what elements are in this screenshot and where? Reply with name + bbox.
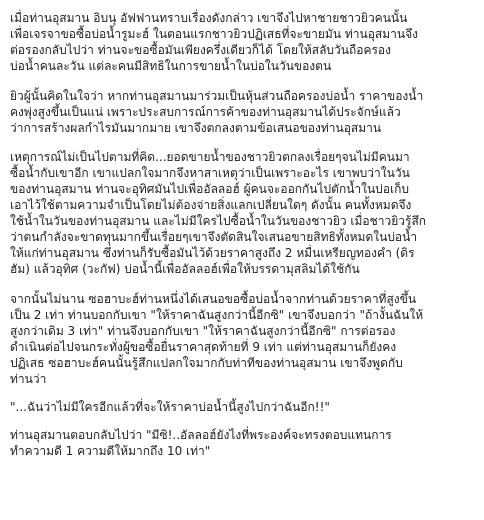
paragraph-2: ยิวผู้นั้นคิดในใจว่า หากท่านอุสมานมาร่วมเป็นหุ้นส่วนถือครองบ่อน้ำ ราคาของน้ำ คงพุ่งสูงขึ้นเป็นแน่ เพราะประสบการณ์การค้าของท่านอุสมานได้ประจักษ์แล้ว ว่าการสร้างผลกำไรมันมากมาย เขาจึงตกลงตามข้อเสนอของท่านอุสมาน <box>10 89 424 135</box>
paragraph-4: จากนั้นไม่นาน ซอฮาบะฮ์ท่านหนึ่งได้เสนอขอซื้อบ่อน้ำจากท่านด้วยราคาที่สูงขึ้น เป็น 2 เท่า ท่านบอกกับเขา "ให้ราคาฉันสูงกว่านี้อีกซิ" เขาจึงบอกว่า "ถ้างั้นฉันให้ สูงกว่าเดิม 3 เท่า" ท่านจึงบอกกับเขา "ให้ราคาฉันสูงกว่านี้อีกซิ" การต่อรอง ดำเนินต่อไปจนกระทั่งผู้ขอซื้อยื่นราคาสุดท้ายที่ 9 เท่า แต่ท่านอุสมานก็ยังคง ปฏิเสธ ซอฮาบะฮ์คนนั้นรู้สึกแปลกใจมากกับท่าทีของท่านอุสมาน เขาจึงพูดกับ ท่านว่า <box>10 292 424 386</box>
paragraph-6: ท่านอุสมานตอบกลับไปว่า "มีซิ!..อัลลอฮ์ยังไงที่พระองค์จะทรงตอบแทนการ ทำความดี 1 ความดีให้มากถึง 10 เท่า" <box>10 428 392 458</box>
paragraph-3: เหตุการณ์ไม่เป็นไปตามที่คิด...ยอดขายน้ำของชาวยิวตกลงเรื่อยๆจนไม่มีคนมา ซื้อน้ำกับเขาอีก เขาแปลกใจมากจึงหาสาเหตุว่าเป็นเพราะอะไร เขาพบว่าในวัน ของท่านอุสมาน ท่านจะอุทิศมันไปเพื่ออัลลอฮ์ ผู้คนจะออกกันไปตักน้ำในบ่อเก็บ เอาไว้ใช้ตามความจำเป็นโดยไม่ต้องจ่ายสิ่งแลกเปลี่ยนใดๆ ดังนั้น คนทั้งหมดจึง ใช้น้ำในวันของท่านอุสมาน และไม่มีใครไปซื้อน้ำในวันของชาวยิว เมื่อชาวยิวรู้สึก ว่าตนกำลังจะขาดทุนมากขึ้นเรื่อยๆเขาจึงตัดสินใจเสนอขายสิทธิทั้งหมดในบ่อน้ำ ให้แก่ท่านอุสมาน ซึ่งท่านก็รับซื้อมันไว้ด้วยราคาสูงถึง 2 หมื่นเหรียญทองคำ (ดิร ฮัม) แล้วอุทิศ (วะกัฟ) บ่อน้ำนี้เพื่ออัลลอฮ์เพื่อให้บรรดามุสลิมได้ใช้กัน <box>10 150 427 276</box>
paragraph-1: เมื่อท่านอุสมาน อิบนุ อัฟฟานทราบเรื่องดังกล่าว เขาจึงไปหาชายชาวยิวคนนั้น เพื่อเจรจาขอซื้อบ่อน้ำรูมะฮ์ ในตอนแรกชาวยิวปฏิเสธที่จะขายมัน ท่านอุสมานจึง ต่อรองกลับไปว่า ท่านจะขอซื้อมันเพียงครึ่งเดียวก็ได้ โดยให้สลับวันถือครอง บ่อน้ำคนละวัน แต่ละคนมีสิทธิในการขายน้ำในบ่อในวันของตน <box>10 11 418 73</box>
paragraph-5-quote: "...ฉันว่าไม่มีใครอีกแล้วที่จะให้ราคาบ่อน้ำนี้สูงไปกว่าฉันอีก!!" <box>10 400 330 414</box>
